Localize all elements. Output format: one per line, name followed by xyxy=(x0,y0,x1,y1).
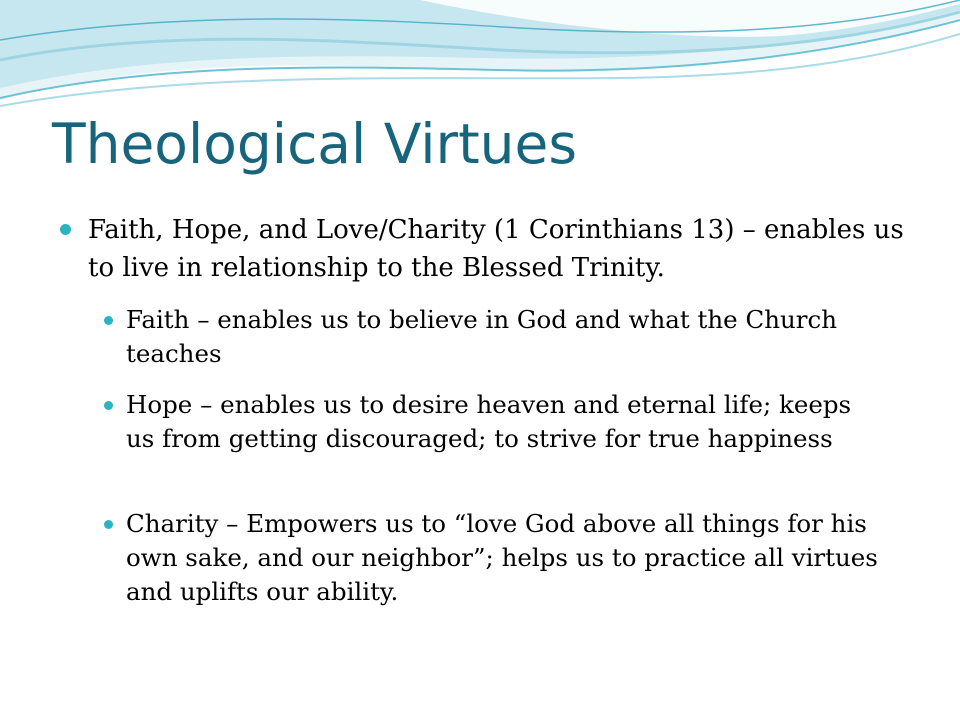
bullet-text-hope: Hope – enables us to desire heaven and eternal life; keeps us from getting discouraged; to strive for true happiness xyxy=(126,390,852,453)
bullet-text-faith: Faith – enables us to believe in God and what the Church teaches xyxy=(126,305,837,368)
bullet-text-charity: Charity – Empowers us to “love God above all things for his own sake, and our neighbor”; helps us to practice all virtues and uplifts our ability. xyxy=(126,509,878,606)
bullet-dot xyxy=(60,224,71,235)
bullet-dot xyxy=(104,520,113,529)
bullet-text-faith-hope-love: Faith, Hope, and Love/Charity (1 Corinthians 13) – enables us to live in relationship to the Blessed Trinity. xyxy=(88,215,904,283)
bullet-dot xyxy=(104,401,113,410)
bullet-dot xyxy=(104,316,113,325)
slide-title: Theological Virtues xyxy=(52,112,577,176)
